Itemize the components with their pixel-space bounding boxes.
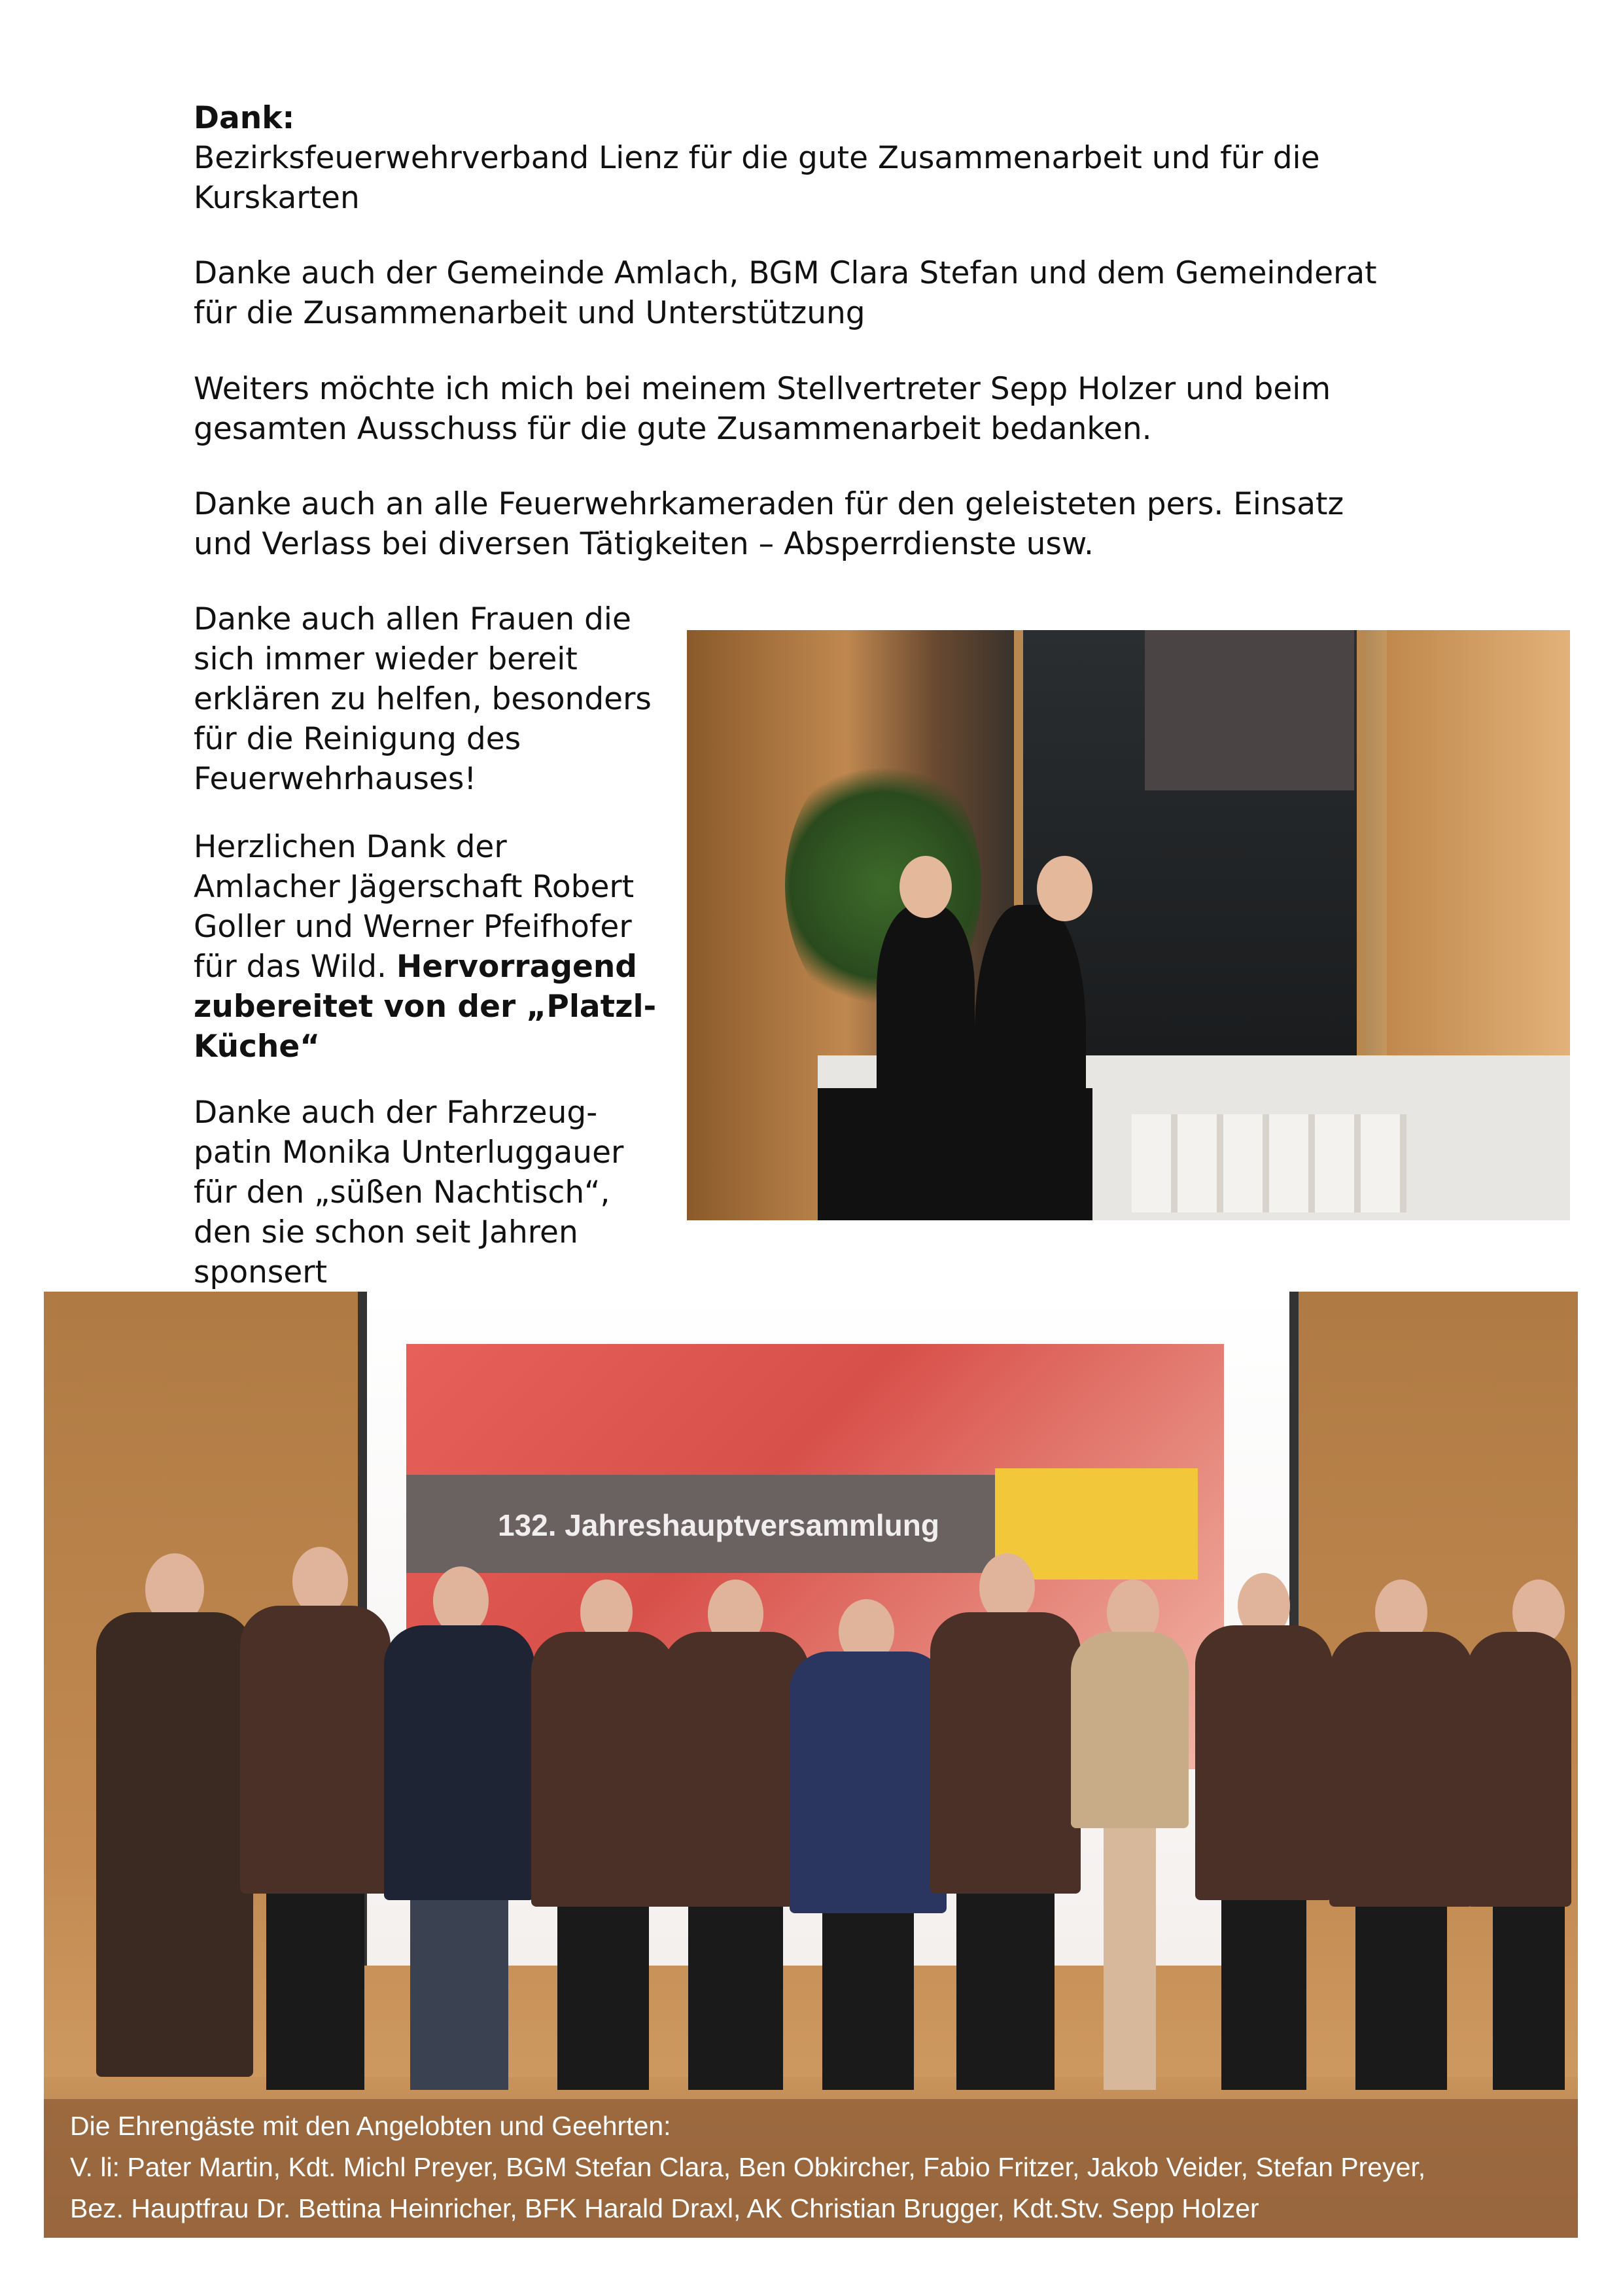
platzl-kueche-text: Hervorragend zubereitet von der „Platzl- Küche“ <box>194 949 657 1065</box>
paragraph-nachtisch: Danke auch der Fahrzeug- patin Monika Unterluggauer für den „süßen Nachtisch“, den sie schon seit Jahren sponsert <box>194 1095 624 1290</box>
paragraph-jaegerschaft <box>194 827 656 1067</box>
paragraph-kameraden: Danke auch an alle Feuerwehrkameraden für den geleisteten pers. Einsatz und Verlass bei diversen Tätigkeiten – Absperrdienste usw. <box>194 486 1344 562</box>
jaegerschaft-text: Herzlichen Dank der Amlacher Jägerschaft Robert Goller und Werner Pfeifhofer für das Wild. <box>194 829 635 985</box>
paragraph-frauen: Danke auch allen Frauen die sich immer wieder bereit erklären zu helfen, besonders für die Reinigung des Feuerwehrhauses! <box>194 601 652 797</box>
slide-title: 132. Jahreshauptversammlung <box>498 1508 939 1542</box>
paragraph-gemeinde: Danke auch der Gemeinde Amlach, BGM Clara Stefan und dem Gemeinderat für die Zusammenarbeit und Unterstützung <box>194 255 1377 331</box>
kitchen-photo <box>687 630 1570 1220</box>
paragraph-ausschuss: Weiters möchte ich mich bei meinem Stellvertreter Sepp Holzer und beim gesamten Ausschuss für die gute Zusammenarbeit bedanken. <box>194 371 1331 447</box>
caption-line-2: V. li: Pater Martin, Kdt. Michl Preyer, BGM Stefan Clara, Ben Obkircher, Fabio Fritzer, Jakob Veider, Stefan Preyer, <box>70 2152 1426 2182</box>
thanks-heading: Dank: <box>194 100 295 136</box>
helper-left <box>877 905 975 1114</box>
helper-right <box>975 905 1086 1220</box>
paragraph-bezirk: Bezirksfeuerwehrverband Lienz für die gute Zusammenarbeit und für die Kurskarten <box>194 140 1320 216</box>
caption-line-3: Bez. Hauptfrau Dr. Bettina Heinricher, BFK Harald Draxl, AK Christian Brugger, Kdt.Stv. Sepp Holzer <box>70 2193 1259 2223</box>
group-photo <box>44 1292 1578 2238</box>
helper-right-head <box>1037 856 1092 921</box>
helper-left-head <box>899 856 952 918</box>
soup-cups <box>1132 1114 1406 1212</box>
photo-caption <box>44 2099 1578 2238</box>
window-blind <box>1145 630 1354 790</box>
caption-line-1: Die Ehrengäste mit den Angelobten und Geehrten: <box>70 2111 671 2141</box>
